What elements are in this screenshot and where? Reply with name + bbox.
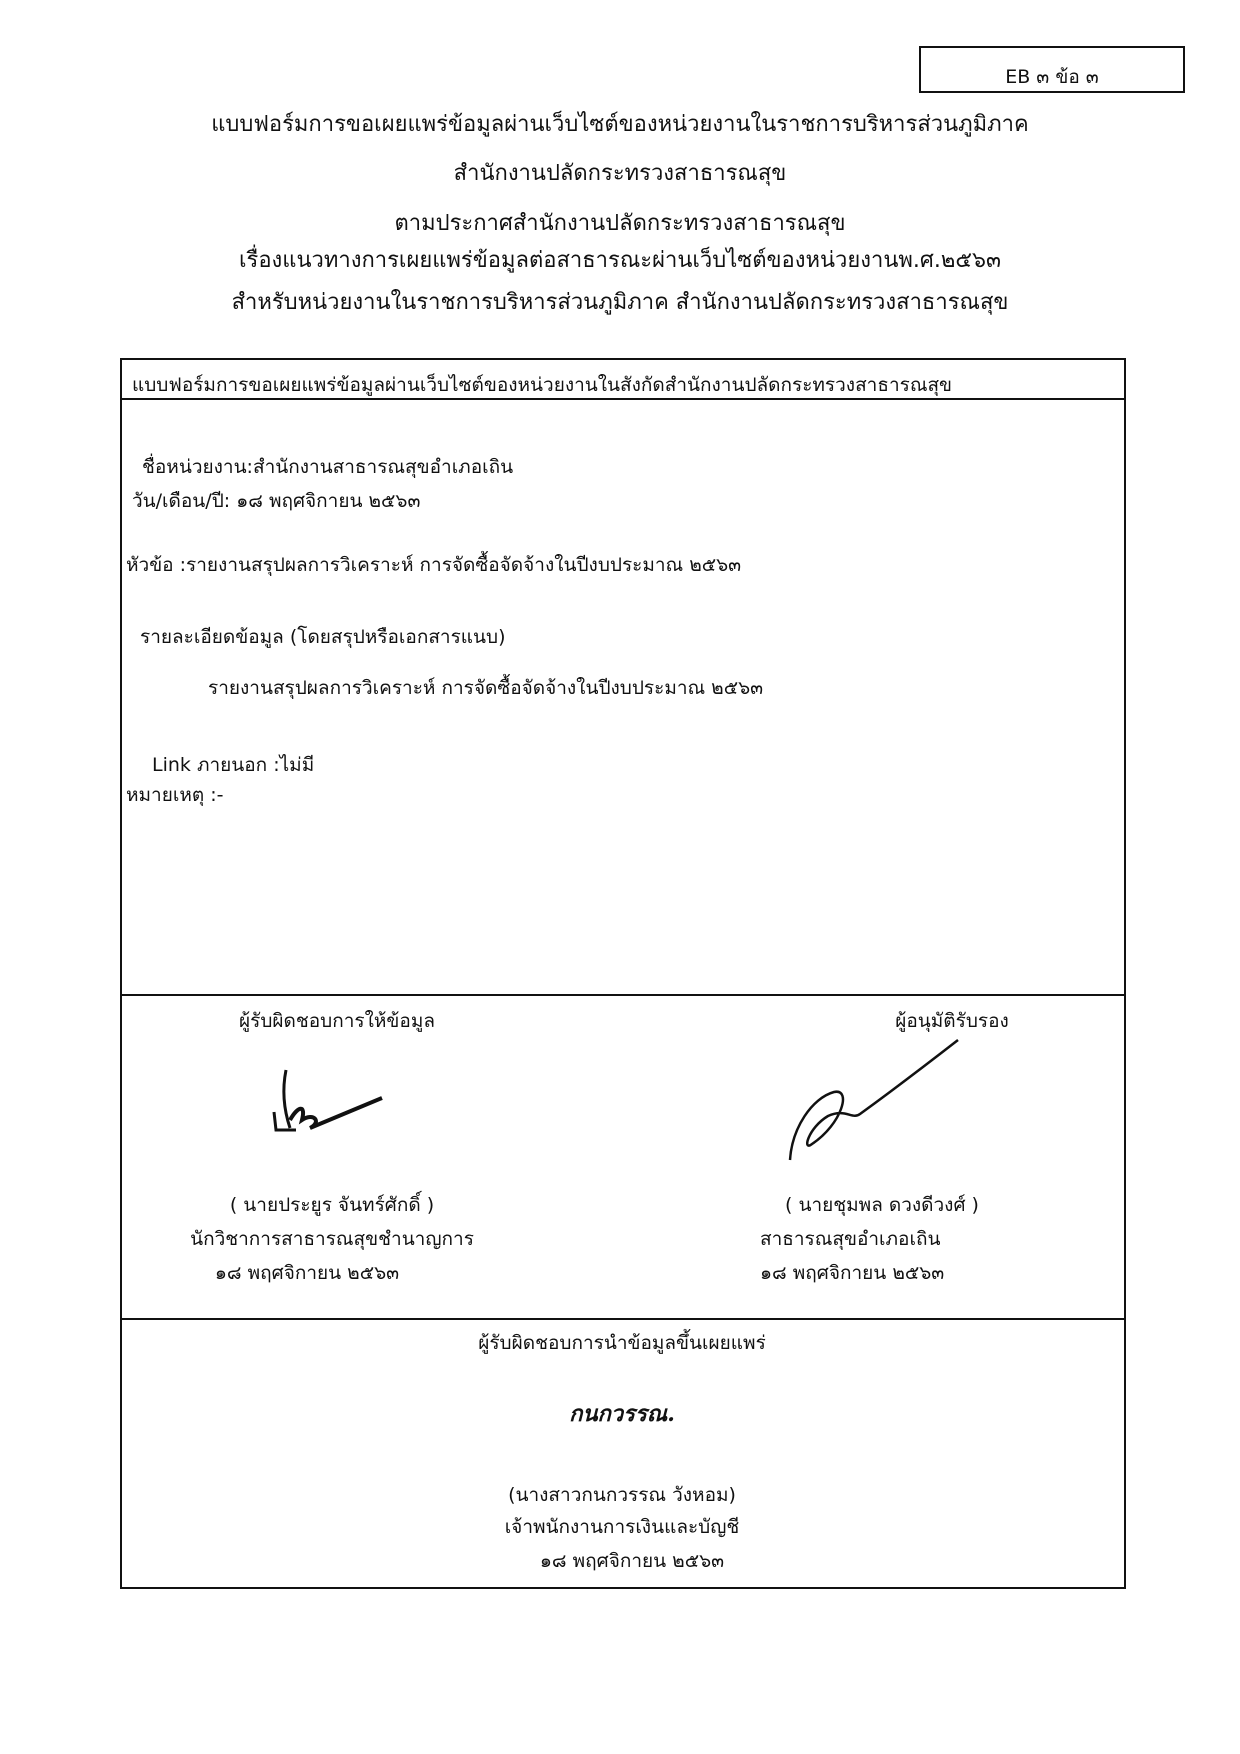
- header-line-4: เรื่องแนวทางการเผยแพร่ข้อมูลต่อสาธารณะผ่านเว็บไซต์ของหน่วยงานพ.ศ.๒๕๖๓: [238, 248, 1002, 273]
- date-row: [132, 486, 420, 516]
- link-value: ไม่มี: [279, 754, 315, 776]
- publisher-date: ๑๘ พฤศจิกายน ๒๕๖๓: [539, 1550, 725, 1572]
- topic-value: รายงานสรุปผลการวิเคราะห์ การจัดซื้อจัดจ้างในปีงบประมาณ ๒๕๖๓: [186, 554, 742, 576]
- agency-value: สำนักงานสาธารณสุขอำเภอเถิน: [252, 456, 514, 478]
- note-label: หมายเหตุ :: [126, 784, 217, 806]
- note-value: -: [216, 784, 224, 806]
- divider-publisher: [122, 1318, 1124, 1320]
- agency-label: ชื่อหน่วยงาน:: [142, 456, 253, 478]
- header-line-3: ตามประกาศสำนักงานปลัดกระทรวงสาธารณสุข: [394, 211, 846, 236]
- approver-name: ( นายชุมพล ดวงดีวงศ์ ): [785, 1194, 979, 1216]
- link-label: Link ภายนอก :: [152, 754, 280, 776]
- agency-row: [142, 452, 513, 482]
- header-line-5: สำหรับหน่วยงานในราชการบริหารส่วนภูมิภาค สำนักงานปลัดกระทรวงสาธารณสุข: [231, 290, 1009, 315]
- form-title: แบบฟอร์มการขอเผยแพร่ข้อมูลผ่านเว็บไซต์ของหน่วยงานในสังกัดสำนักงานปลัดกระทรวงสาธารณสุข: [132, 374, 953, 396]
- provider-signature: [262, 1060, 402, 1140]
- provider-date: ๑๘ พฤศจิกายน ๒๕๖๓: [214, 1262, 400, 1284]
- topic-row: [126, 550, 741, 580]
- detail-label: รายละเอียดข้อมูล (โดยสรุปหรือเอกสารแนบ): [140, 626, 506, 648]
- divider-signatures: [122, 994, 1124, 996]
- approver-role-heading: ผู้อนุมัติรับรอง: [895, 1010, 1009, 1032]
- provider-role-heading: ผู้รับผิดชอบการให้ข้อมูล: [239, 1010, 435, 1032]
- note-row: [126, 780, 224, 810]
- approver-position: สาธารณสุขอำเภอเถิน: [760, 1228, 941, 1250]
- detail-value: รายงานสรุปผลการวิเคราะห์ การจัดซื้อจัดจ้างในปีงบประมาณ ๒๕๖๓: [208, 677, 764, 699]
- publisher-signature: กนกวรรณ.: [569, 1401, 675, 1427]
- provider-name: ( นายประยูร จันทร์ศักดิ์ ): [229, 1194, 435, 1216]
- publisher-role-heading: ผู้รับผิดชอบการนำข้อมูลขึ้นเผยแพร่: [478, 1332, 766, 1354]
- header-line-2: สำนักงานปลัดกระทรวงสาธารณสุข: [453, 161, 787, 186]
- reference-code-box: [919, 46, 1185, 93]
- date-value: ๑๘ พฤศจิกายน ๒๕๖๓: [236, 490, 421, 512]
- approver-date: ๑๘ พฤศจิกายน ๒๕๖๓: [760, 1262, 945, 1284]
- reference-code: EB ๓ ข้อ ๓: [1005, 66, 1099, 88]
- provider-position: นักวิชาการสาธารณสุขชำนาญการ: [190, 1228, 474, 1250]
- header-line-1: แบบฟอร์มการขอเผยแพร่ข้อมูลผ่านเว็บไซต์ของหน่วยงานในราชการบริหารส่วนภูมิภาค: [211, 112, 1029, 137]
- publisher-position: เจ้าพนักงานการเงินและบัญชี: [504, 1516, 740, 1538]
- date-label: วัน/เดือน/ปี:: [132, 490, 231, 512]
- link-row: [152, 750, 314, 780]
- publisher-name: (นางสาวกนกวรรณ วังหอม): [508, 1484, 736, 1506]
- topic-label: หัวข้อ :: [126, 554, 187, 576]
- divider-title: [122, 398, 1124, 400]
- publication-form: [120, 358, 1126, 1589]
- approver-signature: [762, 1028, 962, 1168]
